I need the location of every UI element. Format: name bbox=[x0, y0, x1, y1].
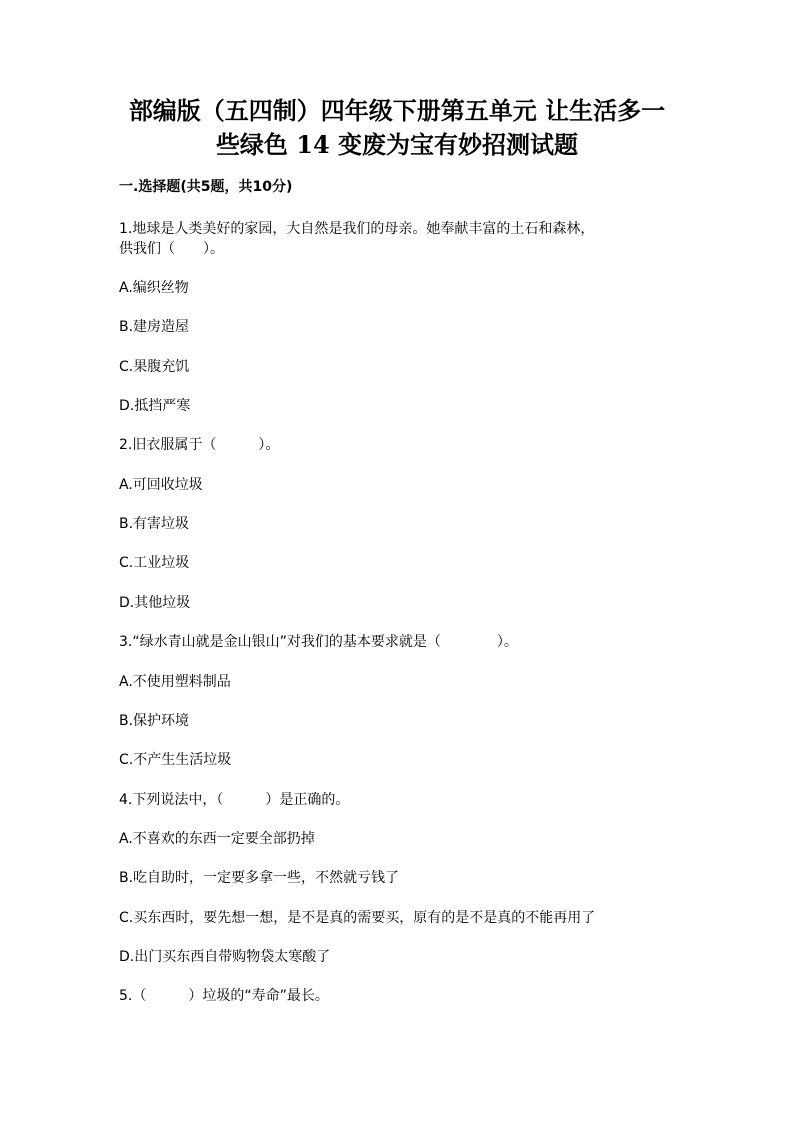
question-4-option-c[interactable]: C.买东西时，要先想一想，是不是真的需要买，原有的是不是真的不能再用了 bbox=[119, 910, 596, 926]
question-3-option-b[interactable]: B.保护环境 bbox=[119, 713, 190, 729]
question-1-stem-line-1: 1.地球是人类美好的家园，大自然是我们的母亲。她奉献丰富的土石和森林， bbox=[119, 221, 595, 237]
question-3-option-a[interactable]: A.不使用塑料制品 bbox=[119, 674, 231, 690]
question-4-option-b[interactable]: B.吃自助时，一定要多拿一些，不然就亏钱了 bbox=[119, 870, 400, 886]
question-2-option-d[interactable]: D.其他垃圾 bbox=[119, 595, 191, 611]
question-3-stem: 3.“绿水青山就是金山银山”对我们的基本要求就是（ ）。 bbox=[119, 634, 518, 650]
question-1-option-c[interactable]: C.果腹充饥 bbox=[119, 359, 190, 375]
question-1-option-a[interactable]: A.编织丝物 bbox=[119, 280, 189, 296]
page-title-line-2: 些绿色 14 变废为宝有妙招测试题 bbox=[215, 130, 579, 159]
question-1-stem-line-2: 供我们（ ）。 bbox=[119, 241, 224, 257]
question-4-stem: 4.下列说法中，（ ）是正确的。 bbox=[119, 792, 350, 808]
section-heading: 一.选择题(共5题，共10分) bbox=[119, 179, 293, 195]
question-5-stem: 5.（ ）垃圾的“寿命”最长。 bbox=[119, 988, 329, 1004]
question-4-option-d[interactable]: D.出门买东西自带购物袋太寒酸了 bbox=[119, 949, 331, 965]
question-3-option-c[interactable]: C.不产生生活垃圾 bbox=[119, 752, 232, 768]
question-2-option-a[interactable]: A.可回收垃圾 bbox=[119, 477, 203, 493]
question-2-stem: 2.旧衣服属于（ ）。 bbox=[119, 437, 280, 453]
question-1-option-d[interactable]: D.抵挡严寒 bbox=[119, 398, 191, 414]
question-2-option-b[interactable]: B.有害垃圾 bbox=[119, 516, 190, 532]
question-4-option-a[interactable]: A.不喜欢的东西一定要全部扔掉 bbox=[119, 831, 315, 847]
question-1-option-b[interactable]: B.建房造屋 bbox=[119, 319, 190, 335]
question-2-option-c[interactable]: C.工业垃圾 bbox=[119, 555, 190, 571]
page-title-line-1: 部编版（五四制）四年级下册第五单元 让生活多一 bbox=[128, 96, 666, 125]
